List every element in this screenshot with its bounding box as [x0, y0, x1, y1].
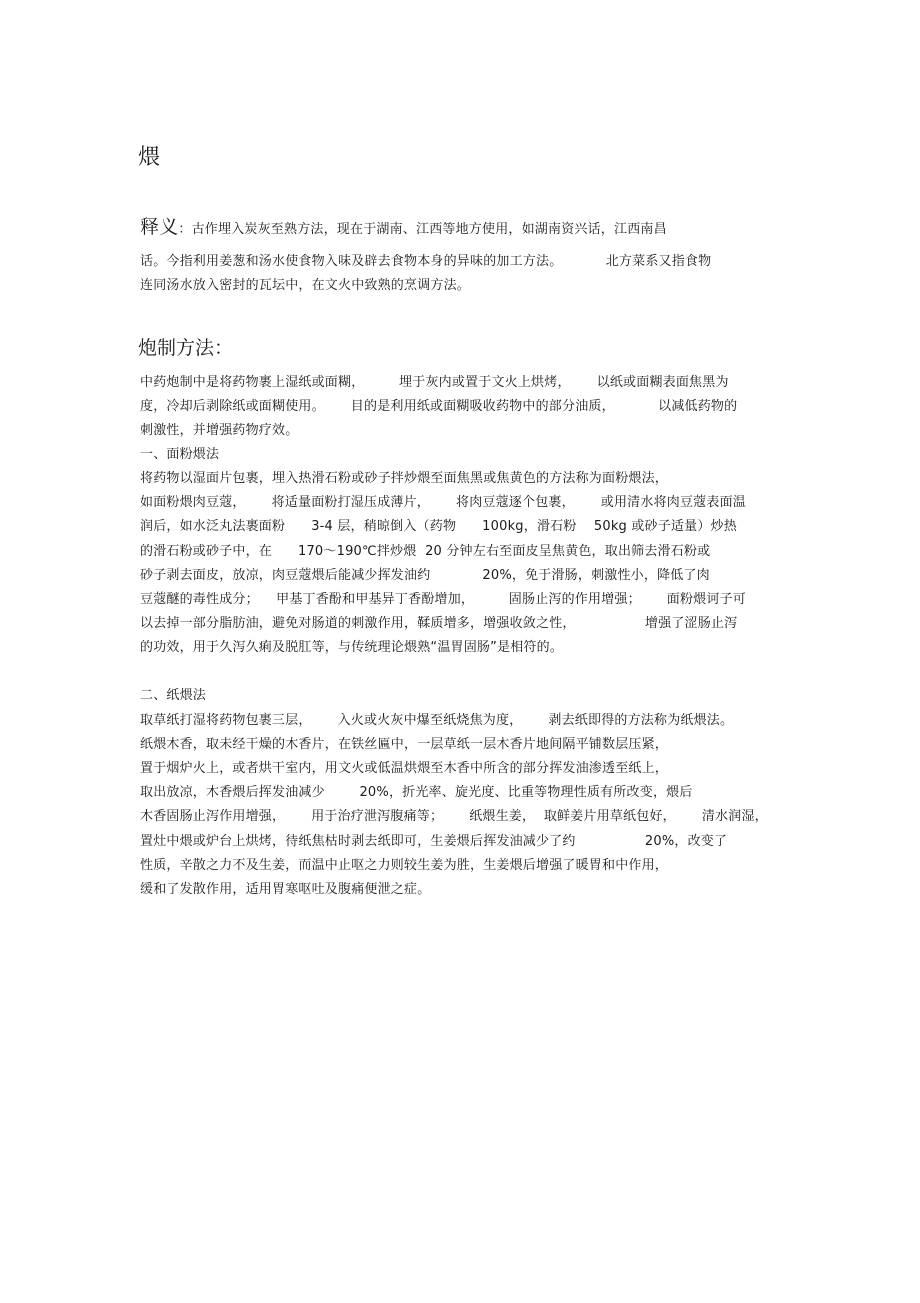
methods-intro-line [140, 419, 780, 442]
section2-heading-text: 二、纸煨法 [140, 688, 207, 703]
section1-line [140, 491, 780, 514]
definition-separator: ： [178, 222, 192, 237]
section2-text: 置于烟炉火上，或者烘干室内，用文火或低温烘煨至木香中所含的部分挥发油渗透至纸上， [140, 761, 669, 776]
section2-line [140, 781, 780, 804]
definition-text-1: 古作埋入炭灰至熟方法，现在于湖南、江西等地方使用，如湖南资兴话，江西南昌 [191, 222, 667, 237]
methods-intro-line [140, 371, 780, 394]
section1-text: 以去掉一部分脂肪油，避免对肠道的刺激作用，鞣质增多，增强收敛之性， 增强了涩肠止泻 [140, 616, 738, 631]
page-title: 煨 [138, 145, 161, 170]
methods-intro-line [140, 395, 780, 418]
section2-line [140, 733, 780, 756]
section1-text: 砂子剥去面皮，放凉，肉豆蔻煨后能减少挥发油约 20%，免于滑肠，刺激性小，降低了肉 [140, 568, 710, 583]
intro-text: 刺激性，并增强药物疗效。 [140, 423, 299, 438]
section2-text: 取草纸打湿将药物包裹三层， 入火或火灰中爆至纸烧焦为度， 剥去纸即得的方法称为纸煨法。 [140, 713, 734, 728]
section1-heading [140, 443, 780, 466]
section2-text: 缓和了发散作用，适用胃寒呕吐及腹痛便泄之症。 [140, 882, 431, 897]
section1-text: 的功效，用于久泻久痢及脱肛等，与传统理论煨熟“温胃固肠”是相符的。 [140, 640, 564, 655]
section2-text: 性质，辛散之力不及生姜，而温中止呕之力则较生姜为胜，生姜煨后增强了暖胃和中作用， [140, 858, 669, 873]
intro-text: 中药炮制中是将药物裹上湿纸或面糊， 埋于灰内或置于文火上烘烤， 以纸或面糊表面焦黑为 [140, 375, 729, 390]
section1-line [140, 467, 780, 490]
section1-line [140, 636, 780, 659]
methods-heading: 炮制方法： [138, 337, 234, 359]
section1-line [140, 515, 780, 538]
section2-line [140, 709, 780, 732]
section2-text: 置灶中煨或炉台上烘烤，待纸焦枯时剥去纸即可，生姜煨后挥发油减少了约 20%，改变了 [140, 834, 728, 849]
section1-text: 如面粉煨肉豆蔻， 将适量面粉打湿压成薄片， 将肉豆蔻逐个包裹， 或用清水将肉豆蔻表面温 [140, 495, 746, 510]
section2-line [140, 878, 780, 901]
section1-line [140, 564, 780, 587]
section1-text: 润后，如水泛丸法裹面粉 3-4 层，稍晾倒入（药物 100kg，滑石粉 50kg 或砂子适量）炒热 [140, 519, 737, 534]
section2-heading [140, 684, 780, 707]
section1-heading-text: 一、面粉煨法 [140, 447, 220, 462]
section2-text: 木香固肠止泻作用增强， 用于治疗泄泻腹痛等； 纸煨生姜， 取鲜姜片用草纸包好， 清水润湿， [140, 809, 768, 824]
section1-line [140, 540, 780, 563]
definition-text-3: 连同汤水放入密封的瓦坛中，在文火中致熟的烹调方法。 [140, 278, 471, 293]
definition-line [140, 213, 780, 244]
section1-text: 的滑石粉或砂子中，在 170～190℃拌炒煨 20 分钟左右至面皮呈焦黄色，取出筛去滑石粉或 [140, 544, 711, 559]
section2-text: 取出放凉，木香煨后挥发油减少 20%，折光率、旋光度、比重等物理性质有所改变，煨后 [140, 785, 693, 800]
definition-label: 释义 [140, 216, 179, 238]
section2-text: 纸煨木香，取未经干燥的木香片，在铁丝匾中，一层草纸一层木香片地间隔平铺数层压紧， [140, 737, 669, 752]
section2-line [140, 830, 780, 853]
definition-text-2: 话。今指利用姜葱和汤水使食物入味及辟去食物本身的异味的加工方法。 北方菜系又指食物 [140, 254, 712, 269]
section2-line [140, 854, 780, 877]
section1-text: 将药物以湿面片包裹，埋入热滑石粉或砂子拌炒煨至面焦黑或焦黄色的方法称为面粉煨法， [140, 471, 669, 486]
section1-line [140, 588, 780, 611]
section2-line [140, 757, 780, 780]
definition-line [140, 250, 780, 273]
section1-text: 豆蔻醚的毒性成分； 甲基丁香酚和甲基异丁香酚增加， 固肠止泻的作用增强； 面粉煨诃子可 [140, 592, 746, 607]
intro-text: 度，冷却后剥除纸或面糊使用。 目的是利用纸或面糊吸收药物中的部分油质， 以减低药物的 [140, 399, 738, 414]
section1-line [140, 612, 780, 635]
definition-line [140, 274, 780, 297]
section2-line [140, 805, 780, 828]
